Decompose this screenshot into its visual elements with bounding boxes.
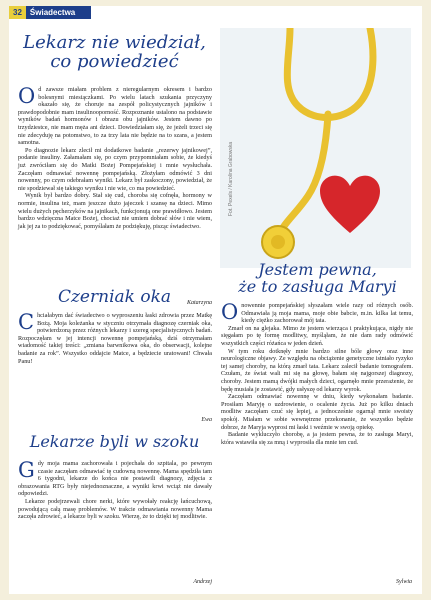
paragraph: Wynik był bardzo dobry. Stał się cud, choroba się cofnęła, hormony w normie, insulina też, mam jeszcze dużo jajeczek i szansę na dzieci. Mimo wielu dużych pęcherzyków na jajnikach, funkcjonują one prawidłowo. Jestem bardzo wdzięczna Matce Bożej, chociaż nie umiem dobrać słów i nie wiem, jak jej za to podziękować, pomyślałam że podziękuję, pisząc świadectwo. <box>18 192 212 230</box>
article-body-maryi <box>221 302 413 446</box>
paragraph <box>221 302 413 325</box>
author-sylwia: Sylwia <box>396 579 412 585</box>
paragraph <box>18 460 212 498</box>
paragraph <box>18 312 212 365</box>
author-katarzyna: Katarzyna <box>186 300 212 306</box>
drop-cap: O <box>18 84 36 108</box>
article-body-czerniak <box>18 312 212 365</box>
paragraph: Lekarze podejrzewali chore nerki, które wywołały reakcję łańcuchową, powodującą całą masę problemów. W trakcie odmawiania nowenny Mama zaczęła zdrowieć, a lekarze byli w szoku. Wierzę, że to dzięki tej modlitwie. <box>18 497 212 521</box>
paragraph: Zaczęłam odmawiać nowennę w dniu, kiedy wykonałam badanie. Prosiłam Maryję o uzdrowienie, o ocalenie życia. Już po kilku dniach modlitw zaczęłam czuć się lepiej, a jednocześnie ogarnął mnie swoisty spokój. Miałam w sobie wewnętrzne przekonanie, że wszystko będzie dobrze, że Maryja wyprosi mi łaski i weźmie w swoją opiekę. <box>221 393 413 431</box>
drop-cap: G <box>18 458 35 482</box>
paragraph: Badanie wykluczyło chorobę, a ja jestem pewna, że to zasługa Maryi, która wstawiła się za mną i wyprosiła dla mnie ten cud. <box>221 431 413 446</box>
paragraph-text: d zawsze miałam problem z nieregularnym okresem i bardzo bolesnymi miesiączkami. Po wielu latach szukania przyczyny okazało się, że choruje na zespół policystycznych jajników i prawdopodobnie mam insulinooporność. Rozpoznanie ustalono na podstawie wyników badań hormonów i obrazu obu jajników. Jestem dawno po trzydziestce, nie mam męża ani dzieci. Dowiedziałam się, że jeżeli trzeci się nie zdecyduję na potomstwo, to za trzy lata nie będzie na to szans, a jestem samotna. <box>18 86 212 147</box>
section-title: Świadectwa <box>26 6 91 19</box>
page-header <box>9 6 91 19</box>
article-title-lekarz <box>17 34 212 72</box>
paragraph: Po diagnozie lekarz zlecił mi dodatkowe badanie „rezerwy jajnikowej”, podanie insuliny. Załamałam się, po czym przypomniałam sobie, że kiedyś już zwróciłam się do Matki Bożej Pompejańskiej i mnie wysłuchała. Zaczęłam odmawiać nowennę pompejańską. Złożyłam odmówić 3 dni nowenny, po czym odebrałam wyniki. Lekarz był zaskoczony, powiedział, że nie spodziewał się takiego wyniku i nie wie, co ma powiedzieć. <box>18 146 212 192</box>
magazine-page <box>9 6 422 594</box>
title-line-1: Jestem pewna, <box>258 260 377 279</box>
article-title-czerniak <box>17 289 212 307</box>
title-line-1: Lekarz nie wiedział, <box>23 32 206 53</box>
paragraph-text: hciałabym dać świadectwo o wyproszeniu łaski zdrowia przez Matkę Bożą. Moja koleżanka w styczniu otrzymała diagnozę czerniak oka, potwierdzoną przez różnych lekarzy i szereg specjalistycznych badań. Rozpoczęłam w jej intencji nowennę pompejańską, dziś otrzymałam wiadomość takiej treści: „zmiana barwnikowa oka, do obserwacji, kolejne badanie za rok”. Wszystko oddajcie Matce, a będziecie uratowani! Chwała Panu! <box>18 312 212 365</box>
article-title-szok <box>17 434 212 451</box>
photo-credit: Fot. Pexels / Karolina Grabowska <box>228 141 234 216</box>
article-title-maryi <box>220 262 415 296</box>
article-body-szok <box>18 460 212 521</box>
title-line-1: Lekarze byli w szoku <box>29 432 200 451</box>
drop-cap: O <box>221 300 239 324</box>
paragraph: W tym roku dotknęły mnie bardzo silne bóle głowy oraz inne neurologiczne objawy. Ze względu na obciążenie genetyczne istniało ryzyko tej samej choroby, na którą zmarł tata. Lekarz zalecił badanie tomografem. Czułam, że świat wali mi się na głowę, bałam się najgorszej diagnozy, choroby. Jestem mamą dwójki małych dzieci, ogarnęło mnie przerażenie, że będę musiała je zostawić, gdy usłyszę od lekarzy wyrok. <box>221 347 413 393</box>
paragraph: Zmarł on na glejaka. Mimo że jestem wierząca i praktykująca, nigdy nie sięgałam po tę formę modlitwy, myśląłam, że nie dam rady odmówić wszystkich części różańca w jeden dzień. <box>221 324 413 347</box>
paragraph-text: nowennie pompejańskiej słyszałam wiele razy od różnych osób. Odmawiała ją moja mama, moje obie babcie, m.in. kilka lat temu, kiedy ciężko zachorował mój tata. <box>241 302 413 325</box>
drop-cap: C <box>18 310 35 334</box>
title-line-2: że to zasługa Maryi <box>238 276 397 296</box>
page-number: 32 <box>9 6 26 19</box>
article-body-lekarz <box>18 86 212 230</box>
stethoscope-heart-illustration <box>220 28 411 268</box>
author-andrzej: Andrzej <box>193 579 212 585</box>
paragraph <box>18 86 212 147</box>
title-line-2: co powiedzieć <box>50 50 179 72</box>
title-line-1: Czerniak oka <box>57 287 172 307</box>
stethoscope-photo <box>220 28 411 268</box>
paragraph-text: dy moja mama zachorowała i pojechała do szpitala, po pewnym czasie zaczęłam odmawiać tę cudowną nowennę. Mama spędziła tam 6 tygodni, lekarze do końca nie postawili diagnozy, zdjęcia z obrazowania RTG były niejednoznaczne, a wyniki krwi wciąż nie dawały odpowiedzi. <box>18 460 212 498</box>
author-ewa: Ewa <box>201 417 212 423</box>
